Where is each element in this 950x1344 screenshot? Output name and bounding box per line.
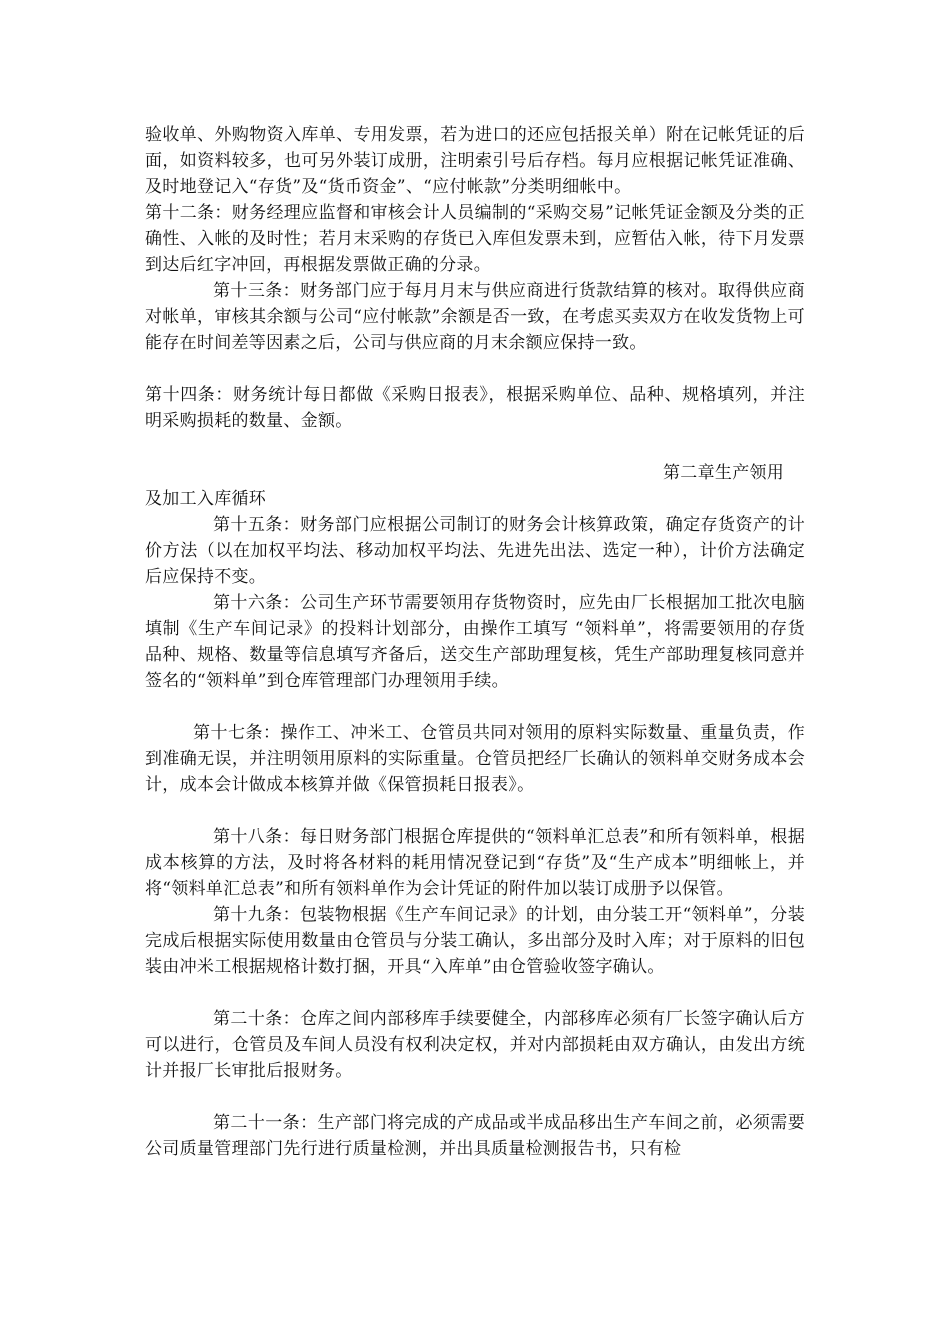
article-15: 第十五条：财务部门应根据公司制订的财务会计核算政策，确定存货资产的计价方法（以在加权平均法、移动加权平均法、先进先出法、选定一种），计价方法确定后应保持不变。 — [145, 515, 805, 587]
article-21: 第二十一条：生产部门将完成的产成品或半成品移出生产车间之前，必须需要公司质量管理部门先行进行质量检测，并出具质量检测报告书，只有检 — [145, 1113, 805, 1159]
paragraph-spacer — [145, 694, 805, 720]
article-13: 第十三条：财务部门应于每月月末与供应商进行货款结算的核对。取得供应商对帐单，审核其余额与公司“应付帐款”余额是否一致，在考虑买卖双方在收发货物上可能存在时间差等因素之后，公司与供应商的月末余额应保持一致。 — [145, 281, 805, 353]
document-body — [145, 122, 805, 1162]
chapter-heading: 第二章生产领用 — [663, 463, 785, 483]
article-19: 第十九条：包装物根据《生产车间记录》的计划，由分装工开“领料单”，分装完成后根据实际使用数量由仓管员与分装工确认，多出部分及时入库；对于原料的旧包装由冲米工根据规格计数打捆，开具“入库单”由仓管验收签字确认。 — [145, 905, 805, 977]
paragraph-spacer — [145, 980, 805, 1006]
chapter-heading-continuation: 及加工入库循环 — [145, 489, 267, 509]
article-17: 第十七条：操作工、冲米工、仓管员共同对领用的原料实际数量、重量负责，作到准确无误，并注明领用原料的实际重量。仓管员把经厂长确认的领料单交财务成本会计，成本会计做成本核算并做《保管损耗日报表》。 — [145, 723, 805, 795]
paragraph-spacer — [145, 434, 805, 460]
article-20: 第二十条：仓库之间内部移库手续要健全，内部移库必须有厂长签字确认后方可以进行，仓管员及车间人员没有权利决定权，并对内部损耗由双方确认，由发出方统计并报厂长审批后报财务。 — [145, 1009, 805, 1081]
article-11-continuation: 验收单、外购物资入库单、专用发票，若为进口的还应包括报关单）附在记帐凭证的后面，如资料较多，也可另外装订成册，注明索引号后存档。每月应根据记帐凭证准确、及时地登记入“存货”及“货币资金”、“应付帐款”分类明细帐中。 — [145, 125, 805, 197]
paragraph-spacer — [145, 798, 805, 824]
article-12: 第十二条：财务经理应监督和审核会计人员编制的“采购交易”记帐凭证金额及分类的正确性、入帐的及时性；若月末采购的存货已入库但发票未到，应暂估入帐，待下月发票到达后红字冲回，再根据发票做正确的分录。 — [145, 203, 805, 275]
article-16: 第十六条：公司生产环节需要领用存货物资时，应先由厂长根据加工批次电脑填制《生产车间记录》的投料计划部分，由操作工填写 “领料单”，将需要领用的存货品种、规格、数量等信息填写齐备后，送交生产部助理复核，凭生产部助理复核同意并签名的“领料单”到仓库管理部门办理领用手续。 — [145, 593, 805, 691]
paragraph-spacer — [145, 356, 805, 382]
paragraph-spacer — [145, 1084, 805, 1110]
article-18: 第十八条：每日财务部门根据仓库提供的“领料单汇总表”和所有领料单，根据成本核算的方法，及时将各材料的耗用情况登记到“存货”及“生产成本”明细帐上，并将“领料单汇总表”和所有领料单作为会计凭证的附件加以装订成册予以保管。 — [145, 827, 805, 899]
article-14: 第十四条：财务统计每日都做《采购日报表》，根据采购单位、品种、规格填列，并注明采购损耗的数量、金额。 — [145, 385, 805, 431]
